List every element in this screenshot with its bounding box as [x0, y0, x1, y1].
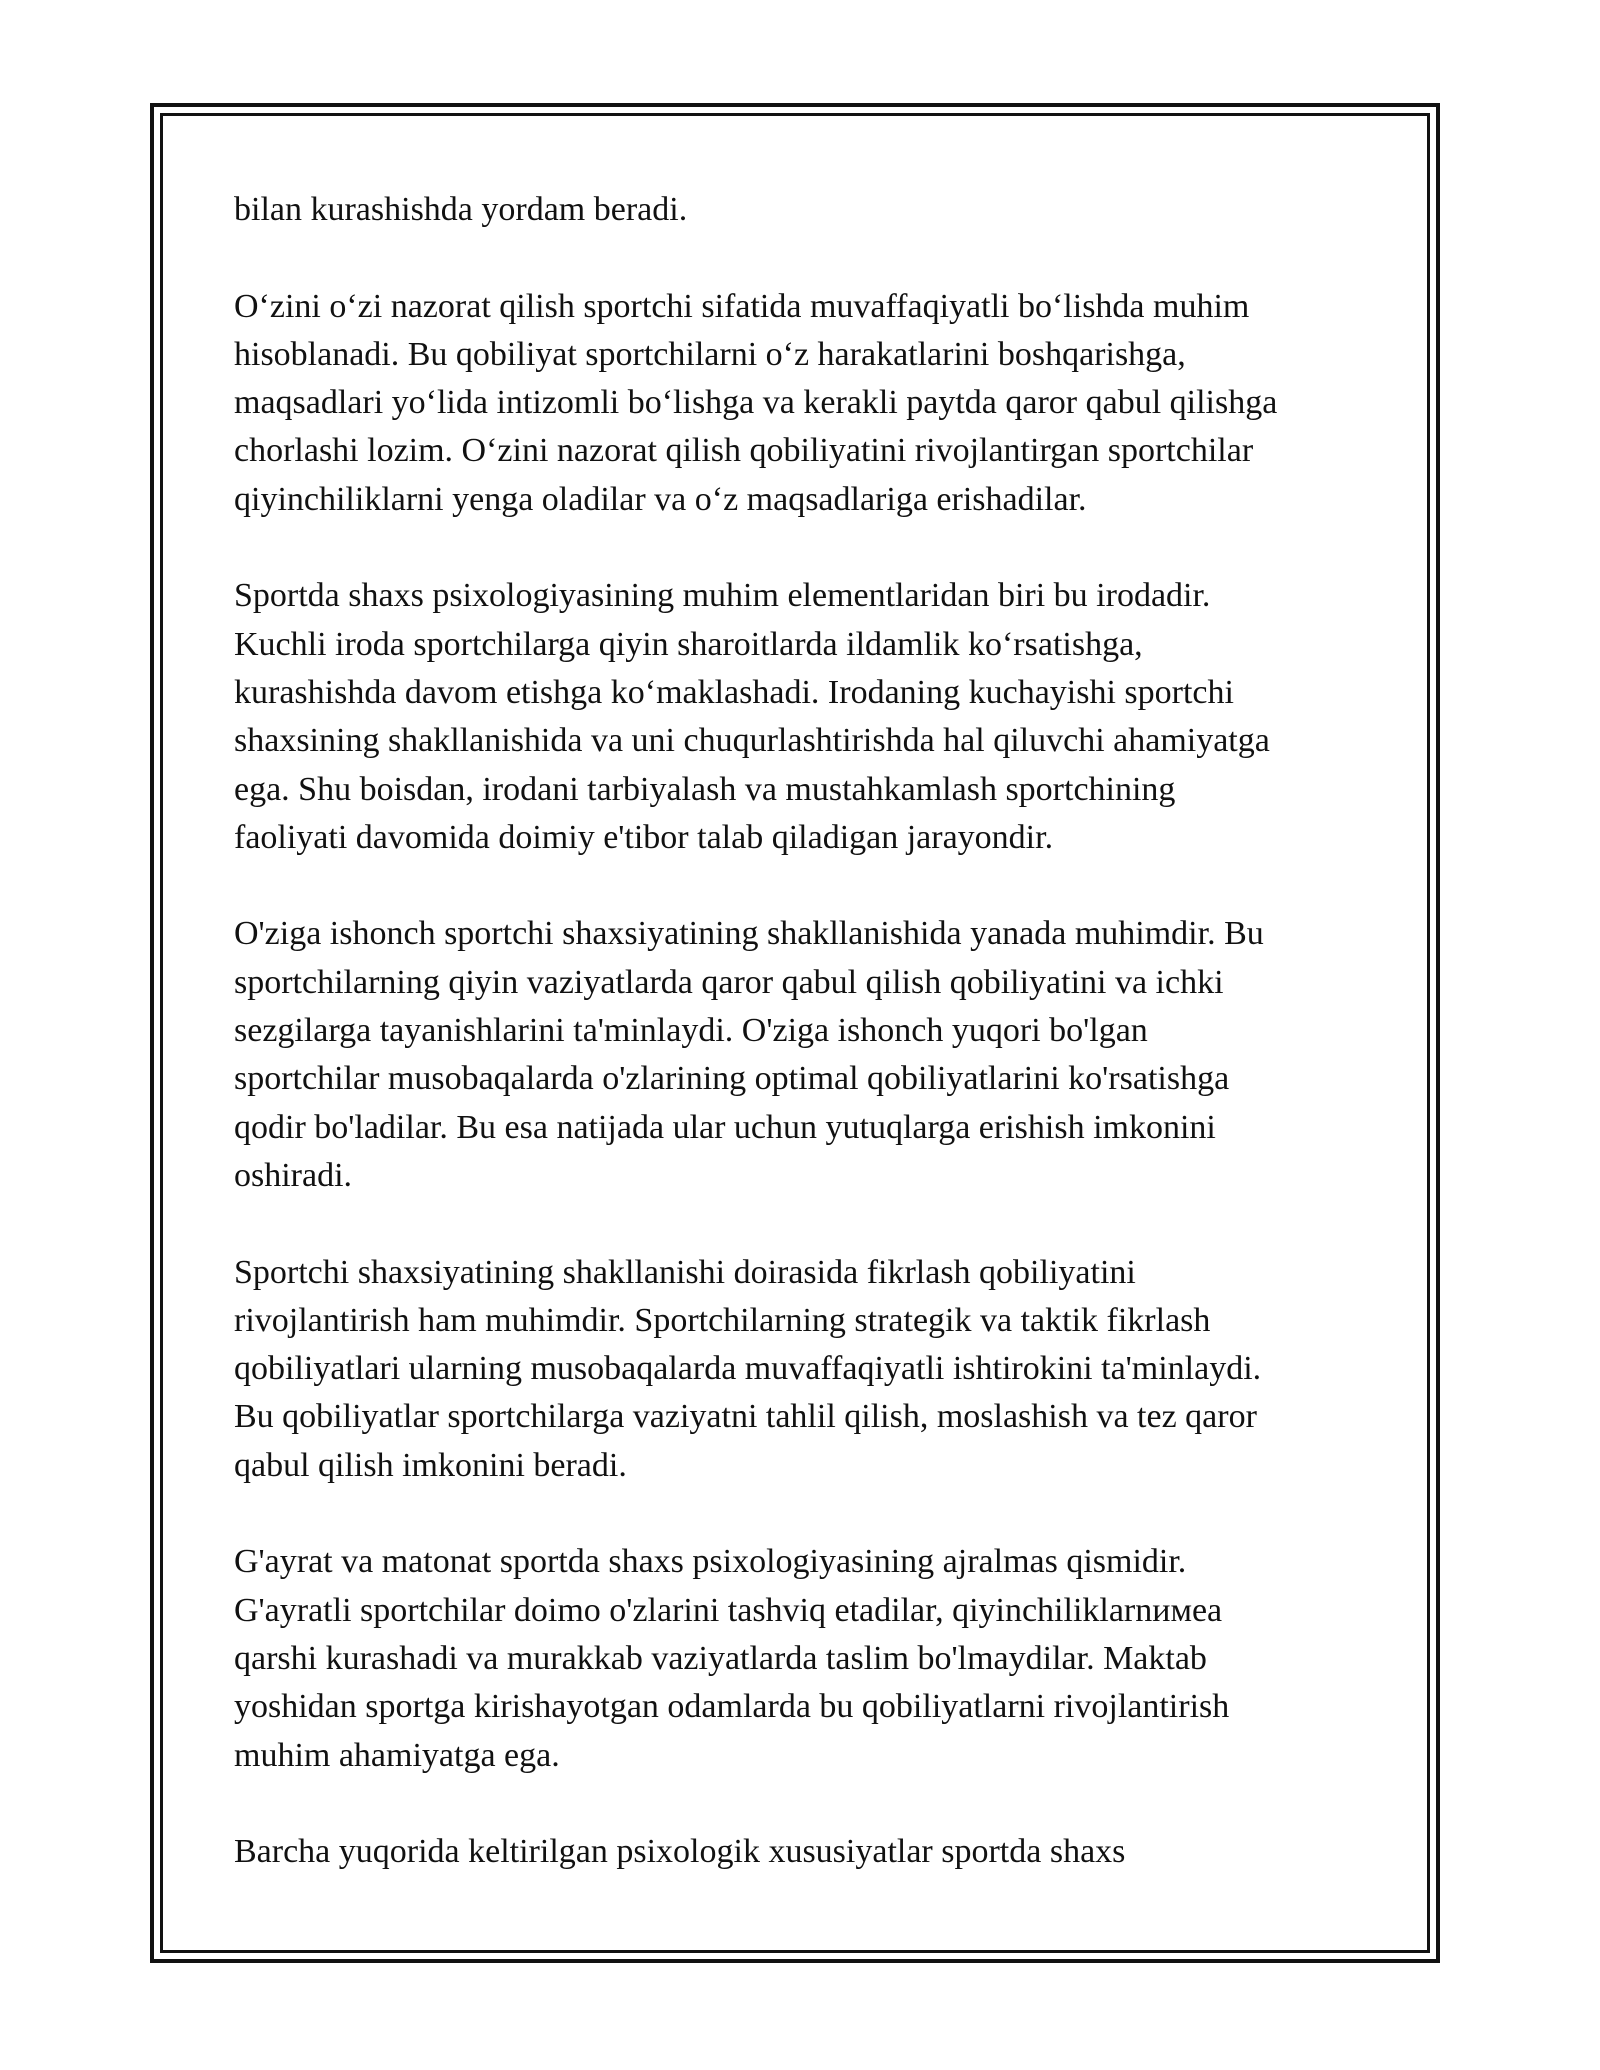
text-line: faoliyati davomida doimiy e'tibor talab qiladigan jarayondir.: [234, 818, 1054, 856]
text-line: ega. Shu boisdan, irodani tarbiyalash va mustahkamlash sportchining: [234, 770, 1176, 808]
text-line: G'ayrat va matonat sportda shaxs psixologiyasining ajralmas qismidir.: [234, 1543, 1187, 1581]
text-line: yoshidan sportga kirishayotgan odamlarda bu qobiliyatlarni rivojlantirish: [234, 1688, 1230, 1726]
text-line: shaxsining shakllanishida va uni chuqurlashtirishda hal qiluvchi ahamiyatga: [234, 722, 1270, 760]
text-line: qodir bo'ladilar. Bu esa natijada ular uchun yutuqlarga erishish imkonini: [234, 1108, 1216, 1146]
text-line: qabul qilish imkonini beradi.: [234, 1446, 627, 1484]
paragraph: [234, 1828, 1374, 1876]
text-line: O'ziga ishonch sportchi shaxsiyatining shakllanishida yanada muhimdir. Bu: [234, 915, 1264, 953]
text-line: sportchilar musobaqalarda o'zlarining optimal qobiliyatlarini ko'rsatishga: [234, 1060, 1230, 1098]
paragraph: [234, 1249, 1374, 1490]
text-line: sezgilarga tayanishlarini ta'minlaydi. O'ziga ishonch yuqori bo'lgan: [234, 1012, 1148, 1050]
paragraph: [234, 910, 1374, 1200]
text-line: Sportchi shaxsiyatining shakllanishi doirasida fikrlash qobiliyatini: [234, 1253, 1136, 1291]
text-line: qiyinchiliklarni yenga oladilar va o‘z maqsadlariga erishadilar.: [234, 480, 1087, 518]
text-line: chorlashi lozim. O‘zini nazorat qilish qobiliyatini rivojlantirgan sportchilar: [234, 432, 1254, 470]
text-line: Bu qobiliyatlar sportchilarga vaziyatni tahlil qilish, moslashish va tez qaror: [234, 1398, 1257, 1436]
text-line: hisoblanadi. Bu qobiliyat sportchilarni o‘z harakatlarini boshqarishga,: [234, 335, 1186, 373]
paragraph: [234, 1538, 1374, 1779]
text-line: maqsadlari yo‘lida intizomli bo‘lishga va kerakli paytda qaror qabul qilishga: [234, 384, 1278, 422]
text-line: bilan kurashishda yordam beradi.: [234, 191, 688, 228]
paragraph: [234, 283, 1374, 524]
text-line: rivojlantirish ham muhimdir. Sportchilarning strategik va taktik fikrlash: [234, 1301, 1211, 1339]
paragraph: [234, 572, 1374, 862]
text-line: qarshi kurashadi va murakkab vaziyatlarda taslim bo'lmaydilar. Maktab: [234, 1639, 1207, 1677]
text-line: O‘zini o‘zi nazorat qilish sportchi sifatida muvaffaqiyatli bo‘lishda muhim: [234, 287, 1250, 325]
text-line: Barcha yuqorida keltirilgan psixologik xususiyatlar sportda shaxs: [234, 1833, 1126, 1871]
text-line: Sportda shaxs psixologiyasining muhim elementlaridan biri bu irodadir.: [234, 577, 1211, 615]
text-line: qobiliyatlari ularning musobaqalarda muvaffaqiyatli ishtirokini ta'minlaydi.: [234, 1350, 1262, 1388]
text-line: muhim ahamiyatga ega.: [234, 1736, 560, 1774]
document-body: [234, 186, 1374, 1925]
paragraph: [234, 186, 1374, 234]
text-line: Kuchli iroda sportchilarga qiyin sharoitlarda ildamlik ko‘rsatishga,: [234, 625, 1143, 663]
text-line: sportchilarning qiyin vaziyatlarda qaror qabul qilish qobiliyatini va ichki: [234, 963, 1224, 1001]
text-line: oshiradi.: [234, 1156, 353, 1194]
text-line: kurashishda davom etishga ko‘maklashadi. Irodaning kuchayishi sportchi: [234, 673, 1234, 711]
text-line: G'ayratli sportchilar doimo o'zlarini tashviq etadilar, qiyinchiliklarnимеa: [234, 1591, 1223, 1629]
